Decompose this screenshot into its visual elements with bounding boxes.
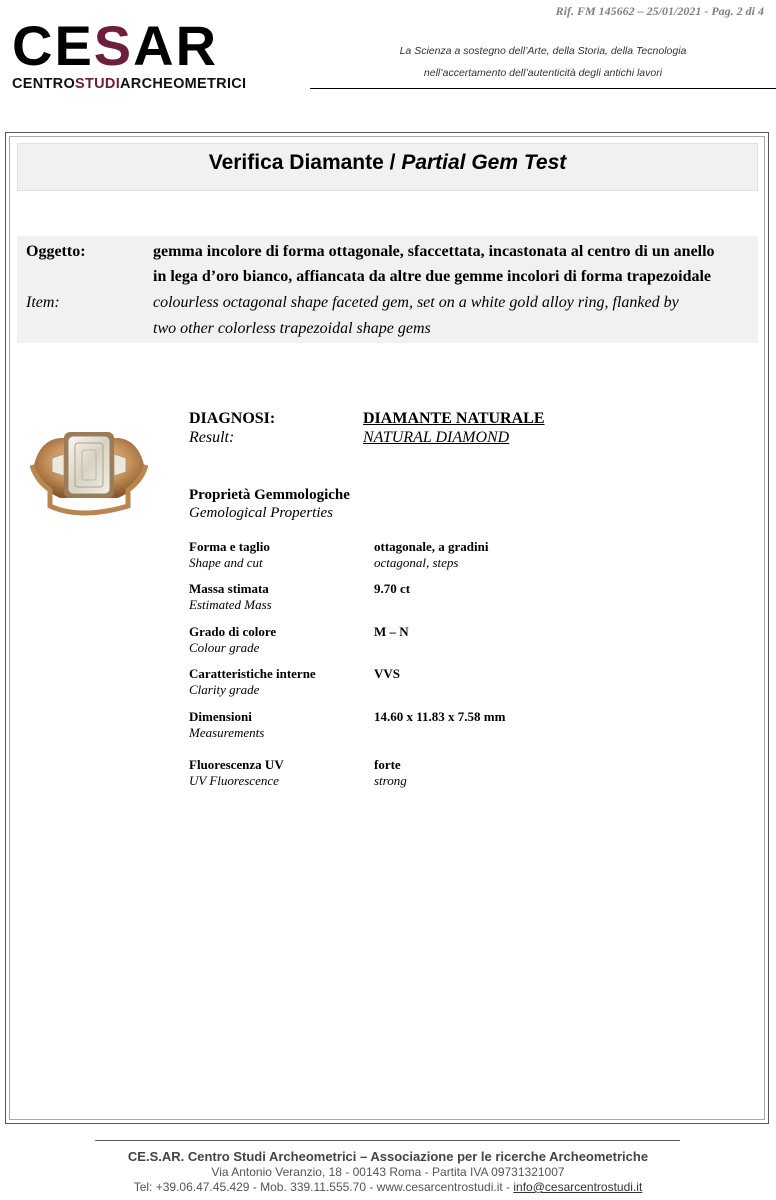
prop-measure-label-it: Dimensioni: [189, 709, 252, 724]
logo-main-accent: S: [93, 14, 134, 77]
prop-shape-label-en: Shape and cut: [189, 555, 263, 570]
prop-fluo-value-it: forte: [374, 757, 401, 772]
prop-colour-label-it: Grado di colore: [189, 624, 277, 639]
prop-clarity-label-en: Clarity grade: [189, 682, 260, 697]
object-desc-en-1: colourless octagonal shape faceted gem, set on a white gold alloy ring, flanked by: [153, 294, 679, 311]
prop-shape-value-it: ottagonale, a gradini: [374, 539, 489, 554]
header-divider: [310, 88, 776, 89]
prop-mass-value: 9.70 ct: [374, 581, 411, 596]
logo-sub-suffix: ARCHEOMETRICI: [120, 76, 247, 92]
footer-address: Via Antonio Veranzio, 18 - 00143 Roma - Partita IVA 09731321007: [211, 1165, 565, 1179]
logo-main-suffix: AR: [133, 14, 219, 77]
logo-main-prefix: CE: [12, 14, 94, 77]
diagnosis-value-it: DIAMANTE NATURALE: [363, 410, 545, 427]
page-title: [17, 151, 758, 175]
object-desc-it-2: in lega d’oro bianco, affiancata da altre due gemme incolori di forma trapezoidale: [153, 268, 712, 285]
prop-colour-label-en: Colour grade: [189, 640, 260, 655]
title-main: Verifica Diamante /: [208, 151, 402, 174]
object-desc-it-1: gemma incolore di forma ottagonale, sfaccettata, incastonata al centro di un anello: [153, 243, 715, 260]
object-label-en: Item:: [26, 294, 60, 311]
title-italic: Partial Gem Test: [401, 151, 567, 174]
cesar-logo: [12, 14, 219, 77]
footer-email-link[interactable]: info@cesarcentrostudi.it: [513, 1180, 643, 1194]
tagline-2: nell’accertamento dell’autenticità degli antichi lavori: [423, 67, 663, 79]
diagnosis-label-en: Result:: [189, 429, 235, 446]
footer-org: CE.S.AR. Centro Studi Archeometrici – Associazione per le ricerche Archeometriche: [127, 1149, 649, 1164]
prop-fluo-label-en: UV Fluorescence: [189, 773, 279, 788]
prop-shape-label-it: Forma e taglio: [189, 539, 270, 554]
prop-fluo-label-it: Fluorescenza UV: [189, 757, 284, 772]
properties-title-it: Proprietà Gemmologiche: [189, 487, 350, 503]
reference-number: Rif. FM 145662 – 25/01/2021 - Pag. 2 di 4: [555, 4, 764, 18]
prop-fluo-value-en: strong: [374, 773, 407, 788]
footer-divider: [95, 1140, 680, 1141]
logo-sub-accent: STUDI: [75, 76, 121, 92]
object-label-it: Oggetto:: [26, 243, 86, 260]
footer-contacts: [0, 1180, 776, 1194]
prop-clarity-value: VVS: [374, 666, 401, 681]
footer-contact-text: Tel: +39.06.47.45.429 - Mob. 339.11.555.70 - www.cesarcentrostudi.it -: [133, 1180, 514, 1194]
prop-colour-value: M – N: [374, 624, 409, 639]
object-desc-en-2: two other colorless trapezoidal shape gems: [153, 320, 431, 337]
diagnosis-value-en: NATURAL DIAMOND: [363, 429, 510, 446]
tagline-1: La Scienza a sostegno dell’Arte, della Storia, della Tecnologia: [399, 45, 687, 57]
prop-mass-label-it: Massa stimata: [189, 581, 269, 596]
prop-measure-value: 14.60 x 11.83 x 7.58 mm: [374, 709, 506, 724]
logo-subtitle: [12, 76, 246, 92]
prop-shape-value-en: octagonal, steps: [374, 555, 459, 570]
logo-sub-prefix: CENTRO: [12, 76, 76, 92]
prop-measure-label-en: Measurements: [189, 725, 265, 740]
diagnosis-label-it: DIAGNOSI:: [189, 410, 276, 427]
prop-mass-label-en: Estimated Mass: [189, 597, 272, 612]
properties-title-en: Gemological Properties: [189, 505, 334, 521]
ring-photo: [30, 410, 148, 520]
prop-clarity-label-it: Caratteristiche interne: [189, 666, 316, 681]
